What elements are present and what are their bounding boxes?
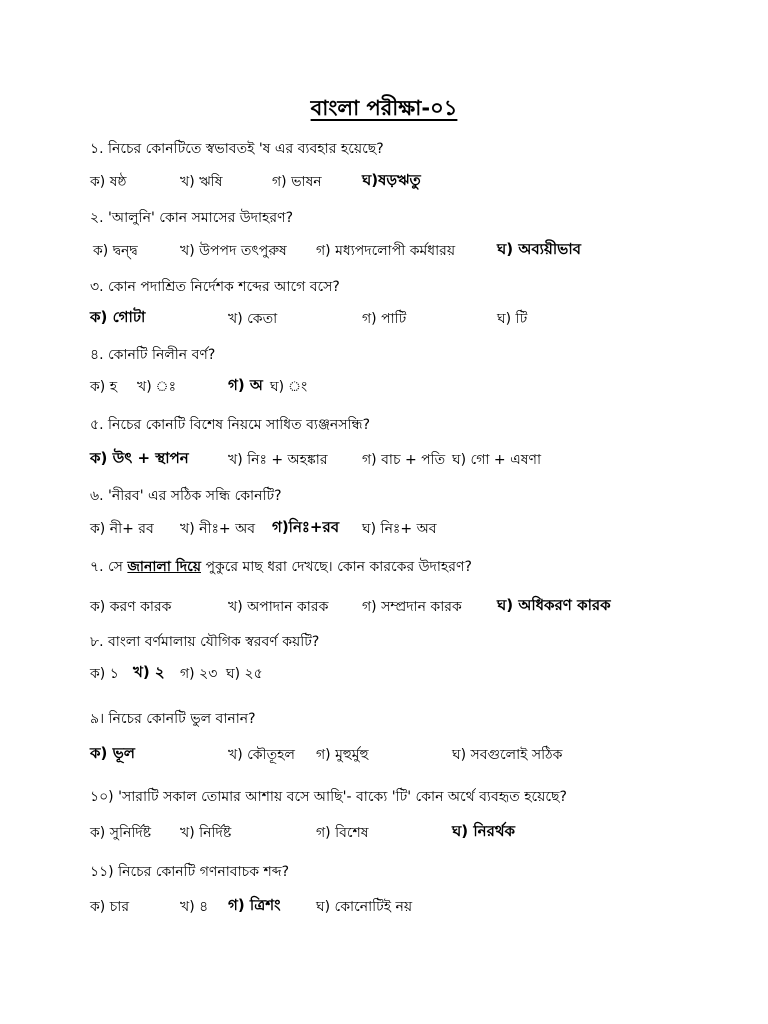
q8-option-gha: ঘ) ২৫ bbox=[226, 666, 263, 682]
question-10: ১০) 'সারাটি সকাল তোমার আশায় বসে আছি'- বাক্যে 'টি' কোন অর্থে ব্যবহৃত হয়েছে? bbox=[90, 789, 567, 805]
q7-option-kha: খ) অপাদান কারক bbox=[228, 599, 329, 615]
q5-option-gha: ঘ) গো + এষণা bbox=[452, 452, 542, 468]
q2-option-gha-answer: ঘ) অব্যয়ীভাব bbox=[497, 240, 582, 258]
q3-option-ka-answer: ক) গোটা bbox=[90, 308, 146, 326]
q7-text-start: ৭. সে bbox=[90, 559, 128, 575]
question-2: ২. 'আলুনি' কোন সমাসের উদাহরণ? bbox=[90, 210, 293, 226]
q3-option-gha: ঘ) টি bbox=[497, 311, 528, 327]
q8-option-ga: গ) ২৩ bbox=[180, 666, 218, 682]
question-1: ১. নিচের কোনটিতে স্বভাবতই 'ষ এর ব্যবহার হয়েছে? bbox=[90, 141, 384, 157]
q6-option-gha: ঘ) নিঃ+ অব bbox=[362, 521, 437, 537]
q1-option-ga: গ) ভাষন bbox=[272, 174, 322, 190]
q1-option-ka: ক) ষষ্ঠ bbox=[90, 174, 127, 190]
q9-option-gha: ঘ) সবগুলোই সঠিক bbox=[452, 747, 563, 763]
q10-option-kha: খ) নির্দিষ্ট bbox=[180, 825, 232, 841]
q6-option-ka: ক) নী+ রব bbox=[90, 521, 154, 537]
q7-option-gha-answer: ঘ) অধিকরণ কারক bbox=[497, 596, 611, 614]
q5-option-kha: খ) নিঃ + অহঙ্কার bbox=[228, 452, 328, 468]
q7-underlined-phrase: জানালা দিয়ে bbox=[127, 559, 201, 575]
q7-text-end: পুকুরে মাছ ধরা দেখছে। কোন কারকের উদাহরণ? bbox=[201, 559, 472, 575]
q11-option-gha: ঘ) কোনোটিই নয় bbox=[316, 899, 413, 915]
q9-option-ga: গ) মুহুর্মুহু bbox=[316, 747, 369, 763]
question-4: ৪. কোনটি নিলীন বর্ণ? bbox=[90, 347, 216, 363]
q4-option-ka: ক) হ bbox=[90, 379, 118, 395]
q10-option-gha-answer: ঘ) নিরর্থক bbox=[452, 822, 516, 840]
q8-option-ka: ক) ১ bbox=[90, 666, 119, 682]
q4-option-kha: খ) ঃ bbox=[137, 379, 177, 395]
q1-option-gha-answer: ঘ)ষড়ঋতু bbox=[362, 171, 421, 189]
q3-option-ga: গ) পাটি bbox=[362, 311, 407, 327]
question-8: ৮. বাংলা বর্ণমালায় যৌগিক স্বরবর্ণ কয়টি? bbox=[90, 634, 320, 650]
q7-option-ga: গ) সম্প্রদান কারক bbox=[362, 599, 462, 615]
q6-option-ga-answer: গ)নিঃ+রব bbox=[272, 518, 340, 536]
q10-option-ka: ক) সুনির্দিষ্ট bbox=[90, 825, 152, 841]
q2-option-ga: গ) মধ্যপদলোপী কর্মধারয় bbox=[316, 243, 456, 259]
q3-option-kha: খ) কেতা bbox=[228, 311, 278, 327]
q11-option-kha: খ) ৪ bbox=[180, 899, 209, 915]
question-3: ৩. কোন পদাশ্রিত নির্দেশক শব্দের আগে বসে? bbox=[90, 279, 340, 295]
question-11: ১১) নিচের কোনটি গণনাবাচক শব্দ? bbox=[90, 864, 290, 880]
q4-option-ga-answer: গ) অ bbox=[228, 376, 263, 394]
q2-option-ka: ক) দ্বন্দ্ব bbox=[93, 243, 138, 259]
question-5: ৫. নিচের কোনটি বিশেষ নিয়মে সাধিত ব্যঞ্জনসন্ধি? bbox=[90, 417, 371, 433]
q2-option-kha: খ) উপপদ তৎপুরুষ bbox=[180, 243, 287, 259]
q9-option-kha: খ) কৌতূহল bbox=[228, 747, 295, 763]
q7-option-ka: ক) করণ কারক bbox=[90, 599, 172, 615]
q5-option-ga: গ) বাচ + পতি bbox=[362, 452, 446, 468]
question-6: ৬. 'নীরব' এর সঠিক সন্ধি কোনটি? bbox=[90, 488, 282, 504]
q8-option-kha-answer: খ) ২ bbox=[133, 663, 165, 681]
q5-option-ka-answer: ক) উৎ + স্থাপন bbox=[90, 449, 189, 467]
q10-option-ga: গ) বিশেষ bbox=[316, 825, 369, 841]
q11-option-ga-answer: গ) ত্রিশং bbox=[228, 896, 281, 914]
q1-option-kha: খ) ঋষি bbox=[180, 174, 223, 190]
q11-option-ka: ক) চার bbox=[90, 899, 130, 915]
q6-option-kha: খ) নীঃ+ অব bbox=[180, 521, 256, 537]
question-7 bbox=[90, 555, 472, 579]
q9-option-ka-answer: ক) ভূল bbox=[90, 744, 135, 762]
page-title: বাংলা পরীক্ষা-০১ bbox=[310, 96, 458, 120]
question-9: ৯। নিচের কোনটি ভুল বানান? bbox=[90, 711, 256, 727]
q4-option-gha: ঘ) ং bbox=[270, 379, 308, 395]
